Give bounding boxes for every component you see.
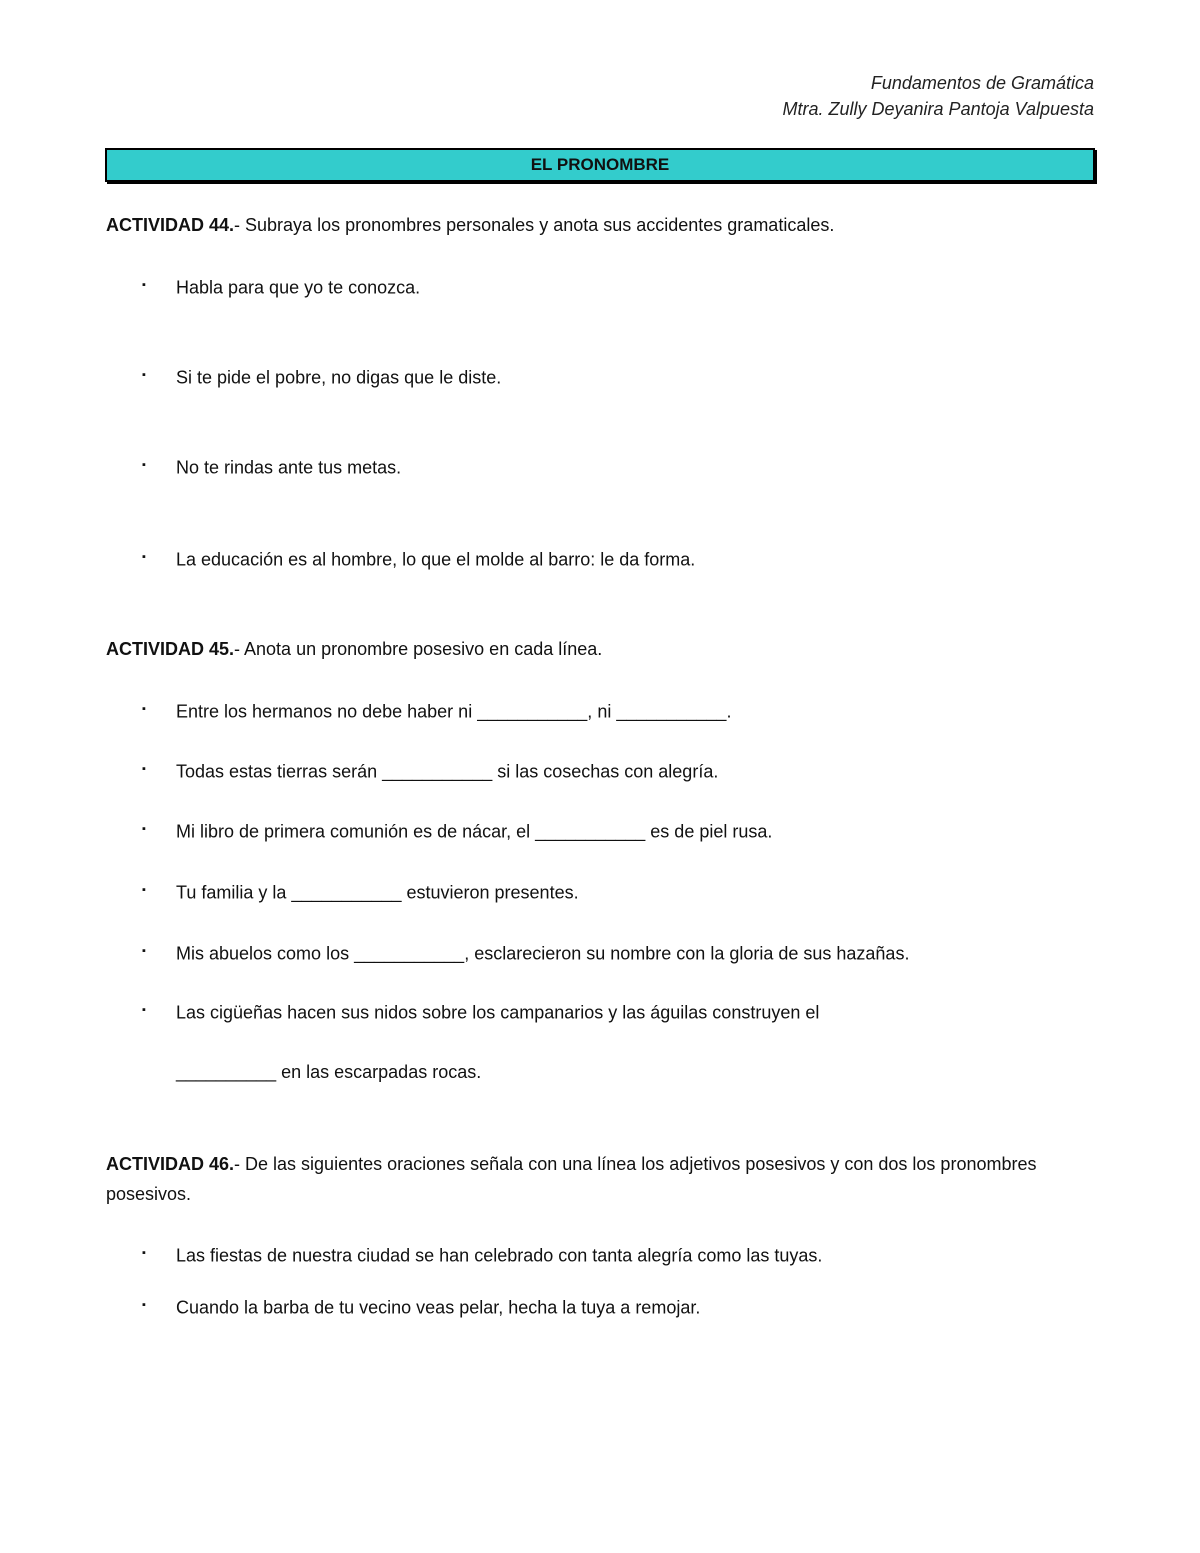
list-item: ▪ Mis abuelos como los ___________, esclarecieron su nombre con la gloria de sus hazañas. (142, 941, 1102, 964)
list-item: ▪ La educación es al hombre, lo que el molde al barro: le da forma. (142, 547, 1102, 570)
activity-46-text: - De las siguientes oraciones señala con una línea los adjetivos posesivos y con dos los pronombres posesivos. (106, 1154, 1037, 1204)
list-item: ▪ Cuando la barba de tu vecino veas pelar, hecha la tuya a remojar. (142, 1295, 1102, 1318)
activity-45-instruction (106, 634, 1096, 664)
list-item: ▪ Tu familia y la ___________ estuvieron presentes. (142, 880, 1102, 903)
bullet-icon: ▪ (142, 279, 146, 292)
list-item: ▪ Todas estas tierras serán ___________ si las cosechas con alegría. (142, 759, 1102, 782)
activity-46-instruction (106, 1149, 1096, 1209)
bullet-icon: ▪ (142, 369, 146, 382)
bullet-icon: ▪ (142, 884, 146, 897)
bullet-icon: ▪ (142, 551, 146, 564)
header-teacher-name: Mtra. Zully Deyanira Pantoja Valpuesta (782, 99, 1094, 119)
list-item: ▪ Habla para que yo te conozca. (142, 275, 1102, 298)
bullet-icon: ▪ (142, 1247, 146, 1260)
list-item: ▪ No te rindas ante tus metas. (142, 455, 1102, 478)
bullet-icon: ▪ (142, 823, 146, 836)
header-course-title: Fundamentos de Gramática (870, 73, 1094, 93)
list-item: ▪ Las cigüeñas hacen sus nidos sobre los campanarios y las águilas construyen el (142, 1000, 1102, 1023)
list-item: ▪ Entre los hermanos no debe haber ni ___________, ni ___________. (142, 699, 1102, 722)
section-title-bar (105, 148, 1095, 182)
list-item-continuation: __________ en las escarpadas rocas. (176, 1062, 482, 1082)
activity-44-text: - Subraya los pronombres personales y anota sus accidentes gramaticales. (234, 215, 835, 235)
bullet-icon: ▪ (142, 703, 146, 716)
section-title: EL PRONOMBRE (530, 155, 670, 174)
bullet-icon: ▪ (142, 459, 146, 472)
activity-45-label: ACTIVIDAD 45. (106, 639, 235, 659)
list-item: ▪ Si te pide el pobre, no digas que le diste. (142, 365, 1102, 388)
list-item: ▪ Mi libro de primera comunión es de nácar, el ___________ es de piel rusa. (142, 819, 1102, 842)
bullet-icon: ▪ (142, 1004, 146, 1017)
activity-45-text: - Anota un pronombre posesivo en cada línea. (234, 639, 603, 659)
list-item: ▪ Las fiestas de nuestra ciudad se han celebrado con tanta alegría como las tuyas. (142, 1243, 1102, 1266)
activity-46-label: ACTIVIDAD 46. (106, 1154, 235, 1174)
bullet-icon: ▪ (142, 1299, 146, 1312)
bullet-icon: ▪ (142, 945, 146, 958)
activity-44-instruction (106, 210, 1096, 240)
activity-44-label: ACTIVIDAD 44. (106, 215, 235, 235)
bullet-icon: ▪ (142, 763, 146, 776)
